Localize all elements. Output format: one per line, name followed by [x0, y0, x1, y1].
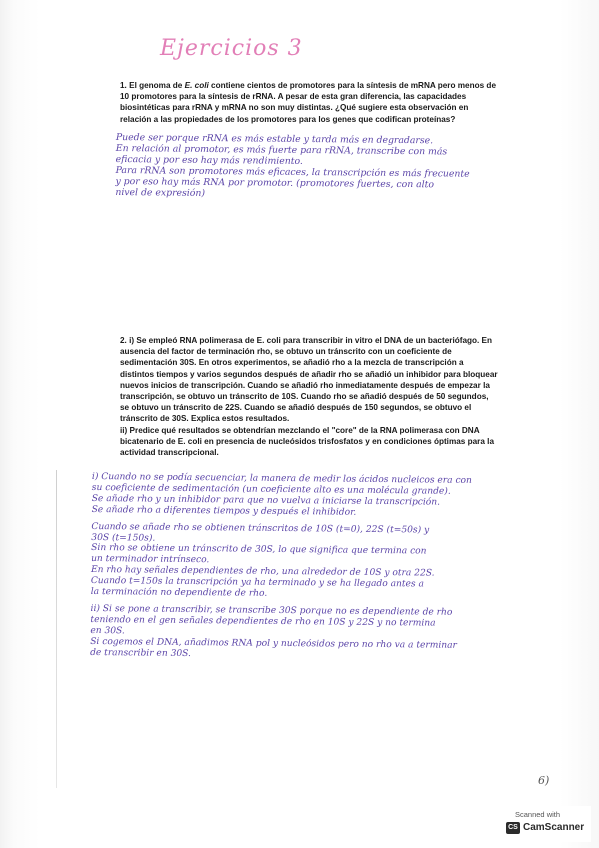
- camscanner-logo-icon: CS: [506, 822, 520, 834]
- scanned-with-label: Scanned with: [515, 810, 561, 819]
- answer-line: Si cogemos el DNA, añadimos RNA pol y nucleósidos pero no rho va a terminar: [90, 636, 457, 651]
- answer-line: Para rRNA son promotores más eficaces, la transcripción es más frecuente: [115, 164, 470, 180]
- question-2: [120, 335, 498, 458]
- answer-line: eficacia y por eso hay más rendimiento.: [115, 153, 303, 167]
- camscanner-brand: CamScanner: [523, 822, 585, 833]
- answer-line: la terminación no dependiente de rho.: [90, 587, 268, 599]
- answer-line: En rho hay señales dependientes de rho, una alrededor de 10S y otra 22S.: [90, 565, 435, 579]
- answer-line: En relación al promotor, es más fuerte para rRNA, transcribe con más: [115, 142, 448, 158]
- question-2-part-ii: ii) Predice qué resultados se obtendrían mezclando el "core" de la RNA polimerasa con DNA bicatenario de E. coli en presencia de nucleósidos trisfosfatos y en condiciones óptimas para la actividad transcripcional.: [120, 425, 495, 458]
- question-1: [120, 80, 498, 125]
- answer-line: Se añade rho a diferentes tiempos y después el inhibidor.: [91, 504, 357, 518]
- answer-line: Cuando se añade rho se obtienen tránscritos de 10S (t=0), 22S (t=50s) y: [91, 521, 430, 536]
- answer-2-handwritten: [90, 472, 472, 662]
- question-1-text-before: El genoma de: [126, 81, 185, 90]
- answer-line: y por eso hay más RNA por promotor. (promotores fuertes, con alto: [115, 175, 435, 191]
- answer-line: Puede ser porque rRNA es más estable y tarda más en degradarse.: [115, 132, 434, 147]
- answer-line: teniendo en el gen señales dependientes de rho en 10S y 22S y no termina: [90, 614, 436, 629]
- answer-line: Se añade rho y un inhibidor para que no vuelva a iniciarse la transcripción.: [91, 493, 441, 508]
- page-margin-line: [56, 470, 57, 788]
- answer-line: nivel de expresión): [115, 186, 206, 199]
- answer-line: Cuando t=150s la transcripción ya ha terminado y se ha llegado antes a: [90, 576, 424, 590]
- question-1-text: [120, 80, 498, 125]
- page-number: 6): [538, 774, 550, 787]
- answer-line: de transcribir en 30S.: [90, 647, 192, 659]
- answer-line: un terminador intrínseco.: [91, 554, 210, 566]
- answer-line: Sin rho se obtiene un tránscrito de 30S, lo que significa que termina con: [91, 543, 427, 557]
- answer-line: ii) Si se pone a transcribir, se transcribe 30S porque no es dependiente de rho: [90, 603, 453, 618]
- answer-line: en 30S.: [90, 625, 125, 637]
- camscanner-badge: [503, 806, 591, 842]
- answer-1-handwritten: [115, 132, 470, 202]
- question-1-species: E. coli: [184, 81, 209, 90]
- answer-line: 30S (t=150s).: [91, 532, 156, 544]
- page-title: Ejercicios 3: [160, 36, 303, 61]
- question-1-text-after: contiene cientos de promotores para la síntesis de mRNA pero menos de 10 promotores para la síntesis de rRNA. A pesar de esta gran diferencia, las capacidades biosintéticas para rRNA y mRNA no son muy distintas. ¿Qué sugiere esta observación en relación a las propiedades de los promotores para los genes que codifican proteínas?: [120, 81, 496, 124]
- answer-line: su coeficiente de sedimentación (un coeficiente alto es una molécula grande).: [91, 482, 451, 497]
- question-1-number: 1.: [120, 81, 127, 90]
- answer-line: i) Cuando no se podía secuenciar, la manera de medir los ácidos nucleicos era con: [91, 472, 472, 486]
- question-2-part-i: 2. i) Se empleó RNA polimerasa de E. coli para transcribir in vitro el DNA de un bacteriófago. En ausencia del factor de terminación rho, se obtuvo un tránscrito con un coeficiente de sedimentación 30S. En otros experimentos, se añadió rho a la mezcla de transcripción a distintos tiempos y varios segundos después de añadir rho se añadió un inhibidor para bloquear nuevos inicios de transcripción. Cuando se añadió rho inmediatamente después de empezar la transcripción, se obtuvo un tránscrito de 10S. Cuando rho se añadió después de 50 segundos, se obtuvo un tránscrito de 22S. Cuando se añadió después de 150 segundos, se obtuvo el tránscrito de 30S. Explica estos resultados.: [120, 336, 498, 424]
